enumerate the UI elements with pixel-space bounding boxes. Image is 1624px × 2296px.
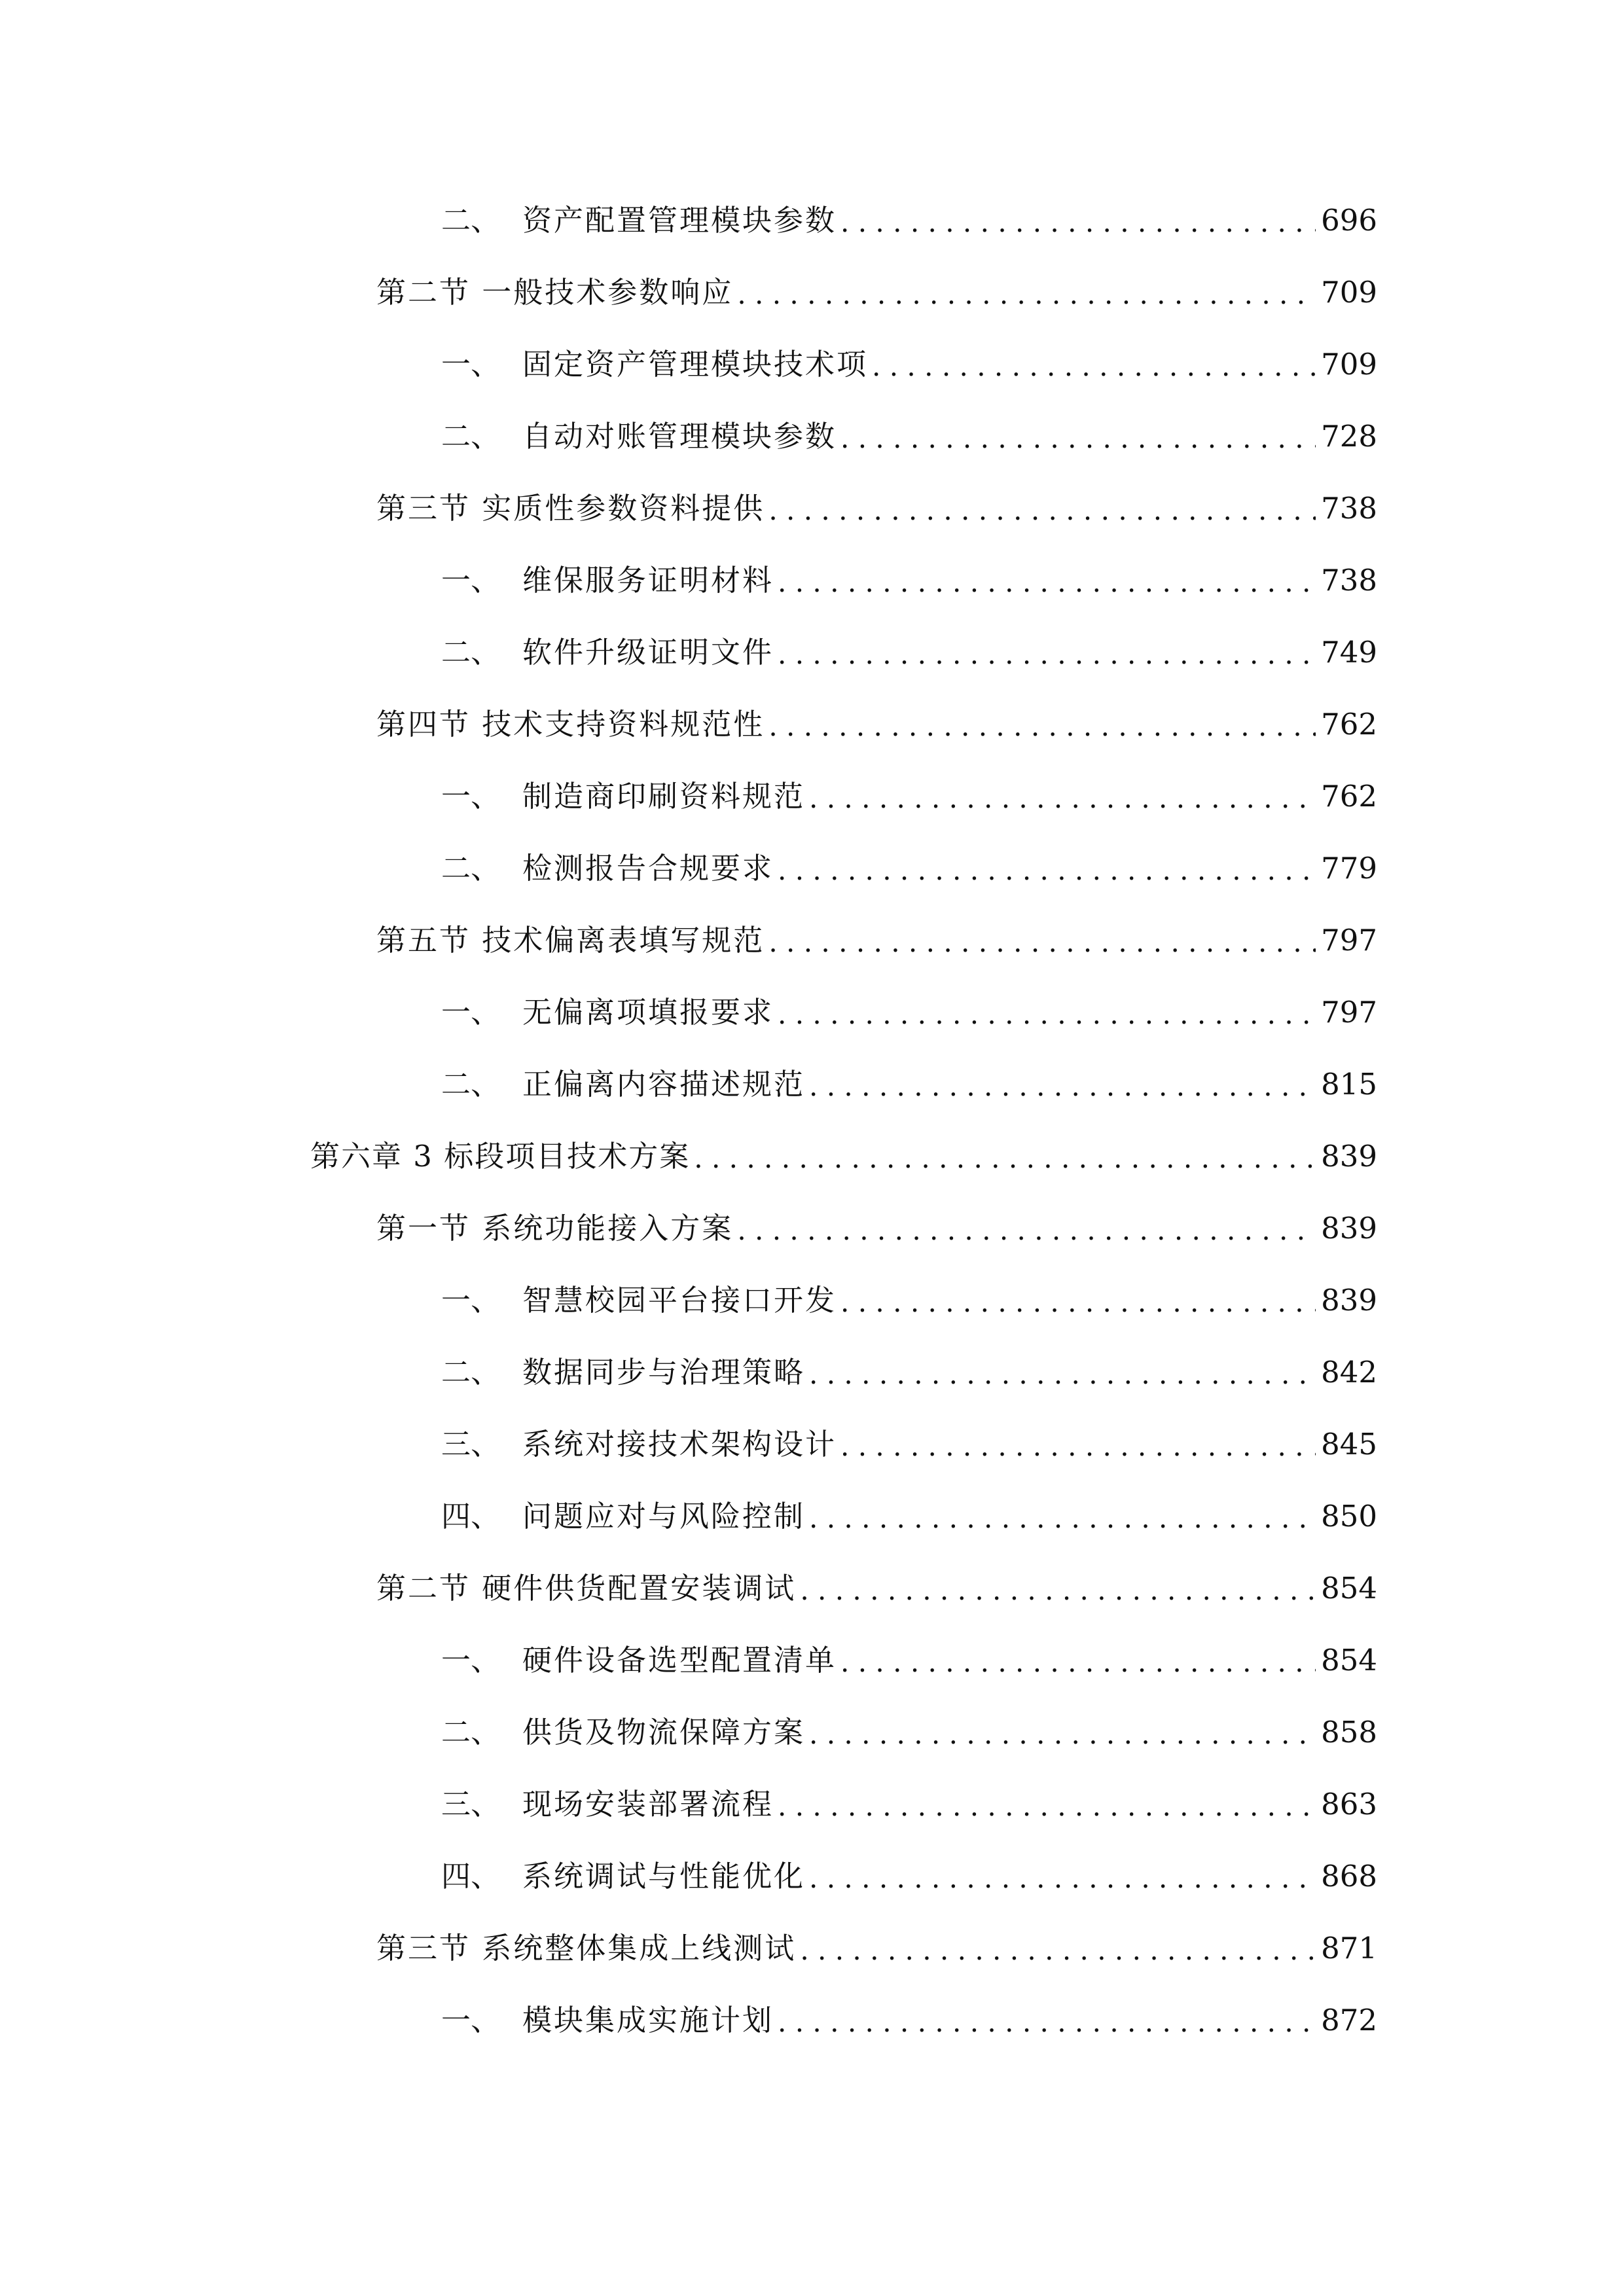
toc-entry[interactable] bbox=[441, 1418, 1377, 1470]
toc-entry-title: 第五节 技术偏离表填写规范 bbox=[376, 922, 765, 958]
toc-entry-title: 硬件设备选型配置清单 bbox=[522, 1642, 837, 1677]
dot-leader bbox=[768, 497, 1316, 524]
toc-entry-number: 一、 bbox=[441, 346, 501, 382]
dot-leader bbox=[840, 1649, 1316, 1676]
dot-leader bbox=[809, 1505, 1316, 1532]
dot-leader bbox=[840, 1433, 1316, 1460]
toc-entry-page: 779 bbox=[1321, 850, 1377, 886]
toc-entry-title: 制造商印刷资料规范 bbox=[522, 778, 806, 814]
toc-entry-page: 868 bbox=[1321, 1858, 1377, 1893]
toc-entry[interactable] bbox=[441, 1778, 1377, 1830]
toc-entry-number: 四、 bbox=[441, 1498, 501, 1534]
dot-leader bbox=[768, 929, 1316, 956]
toc-entry-page: 872 bbox=[1321, 2002, 1377, 2037]
toc-entry-page: 738 bbox=[1321, 490, 1377, 526]
toc-entry-page: 709 bbox=[1321, 346, 1377, 382]
toc-entry[interactable] bbox=[441, 1634, 1377, 1686]
toc-entry-page: 709 bbox=[1321, 274, 1377, 310]
toc-entry-page: 797 bbox=[1321, 922, 1377, 958]
toc-entry-title: 无偏离项填报要求 bbox=[522, 994, 774, 1030]
toc-entry-title: 第三节 实质性参数资料提供 bbox=[376, 490, 765, 526]
toc-entry-number: 一、 bbox=[441, 778, 501, 814]
toc-entry-title: 资产配置管理模块参数 bbox=[522, 202, 837, 238]
toc-entry-page: 839 bbox=[1321, 1138, 1377, 1174]
dot-leader bbox=[778, 641, 1316, 668]
toc-entry-title: 智慧校园平台接口开发 bbox=[522, 1282, 837, 1318]
dot-leader bbox=[809, 1361, 1316, 1388]
toc-entry-number: 二、 bbox=[441, 1066, 501, 1102]
toc-entry-number: 一、 bbox=[441, 994, 501, 1030]
toc-entry-title: 第二节 硬件供货配置安装调试 bbox=[376, 1570, 797, 1605]
toc-entry-number: 三、 bbox=[441, 1426, 501, 1462]
toc-entry[interactable] bbox=[441, 1490, 1377, 1542]
dot-leader bbox=[778, 1001, 1316, 1028]
toc-entry[interactable] bbox=[376, 914, 1377, 966]
toc-entry-page: 762 bbox=[1321, 706, 1377, 742]
toc-entry[interactable] bbox=[441, 626, 1377, 678]
dot-leader bbox=[840, 425, 1316, 452]
dot-leader bbox=[778, 1793, 1316, 1820]
toc-entry[interactable] bbox=[441, 1274, 1377, 1326]
toc-entry-number: 二、 bbox=[441, 418, 501, 454]
toc-entry[interactable] bbox=[441, 842, 1377, 894]
dot-leader bbox=[809, 1721, 1316, 1748]
toc-entry[interactable] bbox=[441, 1346, 1377, 1398]
dot-leader bbox=[840, 1289, 1316, 1316]
dot-leader bbox=[809, 1073, 1316, 1100]
toc-entry-page: 815 bbox=[1321, 1066, 1377, 1102]
toc-entry[interactable] bbox=[441, 986, 1377, 1038]
toc-entry-title: 维保服务证明材料 bbox=[522, 562, 774, 598]
dot-leader bbox=[800, 1937, 1316, 1964]
dot-leader bbox=[768, 713, 1316, 740]
dot-leader bbox=[694, 1145, 1316, 1172]
dot-leader bbox=[778, 857, 1316, 884]
toc-entry-page: 839 bbox=[1321, 1210, 1377, 1246]
toc-entry-title: 软件升级证明文件 bbox=[522, 634, 774, 670]
toc-entry[interactable] bbox=[441, 410, 1377, 462]
toc-entry-title: 固定资产管理模块技术项 bbox=[522, 346, 869, 382]
toc-entry-title: 第四节 技术支持资料规范性 bbox=[376, 706, 765, 742]
dot-leader bbox=[809, 785, 1316, 812]
toc-entry-title: 第二节 一般技术参数响应 bbox=[376, 274, 734, 310]
toc-entry-number: 一、 bbox=[441, 1642, 501, 1677]
toc-entry-number: 二、 bbox=[441, 202, 501, 238]
dot-leader bbox=[800, 1577, 1316, 1604]
toc-entry-page: 863 bbox=[1321, 1786, 1377, 1821]
toc-entry[interactable] bbox=[441, 1994, 1377, 2046]
toc-entry-page: 854 bbox=[1321, 1570, 1377, 1605]
toc-entry-number: 二、 bbox=[441, 850, 501, 886]
toc-entry-page: 738 bbox=[1321, 562, 1377, 598]
toc-entry[interactable] bbox=[441, 770, 1377, 822]
toc-entry[interactable] bbox=[376, 698, 1377, 750]
dot-leader bbox=[778, 569, 1316, 596]
toc-entry[interactable] bbox=[441, 1058, 1377, 1110]
toc-entry-number: 一、 bbox=[441, 562, 501, 598]
toc-entry-title: 自动对账管理模块参数 bbox=[522, 418, 837, 454]
toc-entry-page: 858 bbox=[1321, 1714, 1377, 1749]
toc-entry-title: 数据同步与治理策略 bbox=[522, 1354, 806, 1390]
toc-entry[interactable] bbox=[441, 1706, 1377, 1758]
dot-leader bbox=[737, 1217, 1316, 1244]
toc-entry-title: 系统对接技术架构设计 bbox=[522, 1426, 837, 1462]
dot-leader bbox=[778, 2009, 1316, 2036]
toc-entry[interactable] bbox=[441, 194, 1377, 246]
toc-entry-number: 二、 bbox=[441, 1714, 501, 1749]
toc-entry[interactable] bbox=[310, 1130, 1377, 1182]
toc-entry[interactable] bbox=[376, 266, 1377, 318]
toc-entry[interactable] bbox=[441, 338, 1377, 390]
toc-entry-title: 第一节 系统功能接入方案 bbox=[376, 1210, 734, 1246]
toc-entry-page: 728 bbox=[1321, 418, 1377, 454]
toc-entry-page: 797 bbox=[1321, 994, 1377, 1030]
toc-entry-page: 749 bbox=[1321, 634, 1377, 670]
toc-entry-page: 845 bbox=[1321, 1426, 1377, 1462]
dot-leader bbox=[737, 281, 1316, 308]
toc-entry-page: 842 bbox=[1321, 1354, 1377, 1390]
toc-entry-title: 模块集成实施计划 bbox=[522, 2002, 774, 2037]
toc-entry[interactable] bbox=[376, 1562, 1377, 1614]
toc-entry-title: 检测报告合规要求 bbox=[522, 850, 774, 886]
toc-entry-title: 第三节 系统整体集成上线测试 bbox=[376, 1930, 797, 1965]
toc-entry-page: 762 bbox=[1321, 778, 1377, 814]
toc-entry-number: 一、 bbox=[441, 1282, 501, 1318]
dot-leader bbox=[872, 353, 1316, 380]
toc-entry-number: 四、 bbox=[441, 1858, 501, 1893]
toc-entry-number: 二、 bbox=[441, 634, 501, 670]
toc-entry[interactable] bbox=[441, 554, 1377, 606]
toc-entry[interactable] bbox=[376, 1202, 1377, 1254]
toc-entry-page: 696 bbox=[1321, 202, 1377, 238]
toc-entry-title: 现场安装部署流程 bbox=[522, 1786, 774, 1821]
toc-entry-title: 供货及物流保障方案 bbox=[522, 1714, 806, 1749]
toc-entry-number: 二、 bbox=[441, 1354, 501, 1390]
toc-entry[interactable] bbox=[441, 1850, 1377, 1902]
toc-entry-title: 系统调试与性能优化 bbox=[522, 1858, 806, 1893]
dot-leader bbox=[809, 1865, 1316, 1892]
toc-entry[interactable] bbox=[376, 1922, 1377, 1974]
toc-entry-number: 三、 bbox=[441, 1786, 501, 1821]
toc-entry-page: 871 bbox=[1321, 1930, 1377, 1965]
toc-entry-page: 850 bbox=[1321, 1498, 1377, 1534]
toc-entry-title: 正偏离内容描述规范 bbox=[522, 1066, 806, 1102]
dot-leader bbox=[840, 209, 1316, 236]
toc-entry-page: 839 bbox=[1321, 1282, 1377, 1318]
toc-entry-title: 第六章 3 标段项目技术方案 bbox=[310, 1138, 691, 1174]
toc-entry[interactable] bbox=[376, 482, 1377, 534]
toc-entry-title: 问题应对与风险控制 bbox=[522, 1498, 806, 1534]
toc-entry-page: 854 bbox=[1321, 1642, 1377, 1677]
toc-entry-number: 一、 bbox=[441, 2002, 501, 2037]
